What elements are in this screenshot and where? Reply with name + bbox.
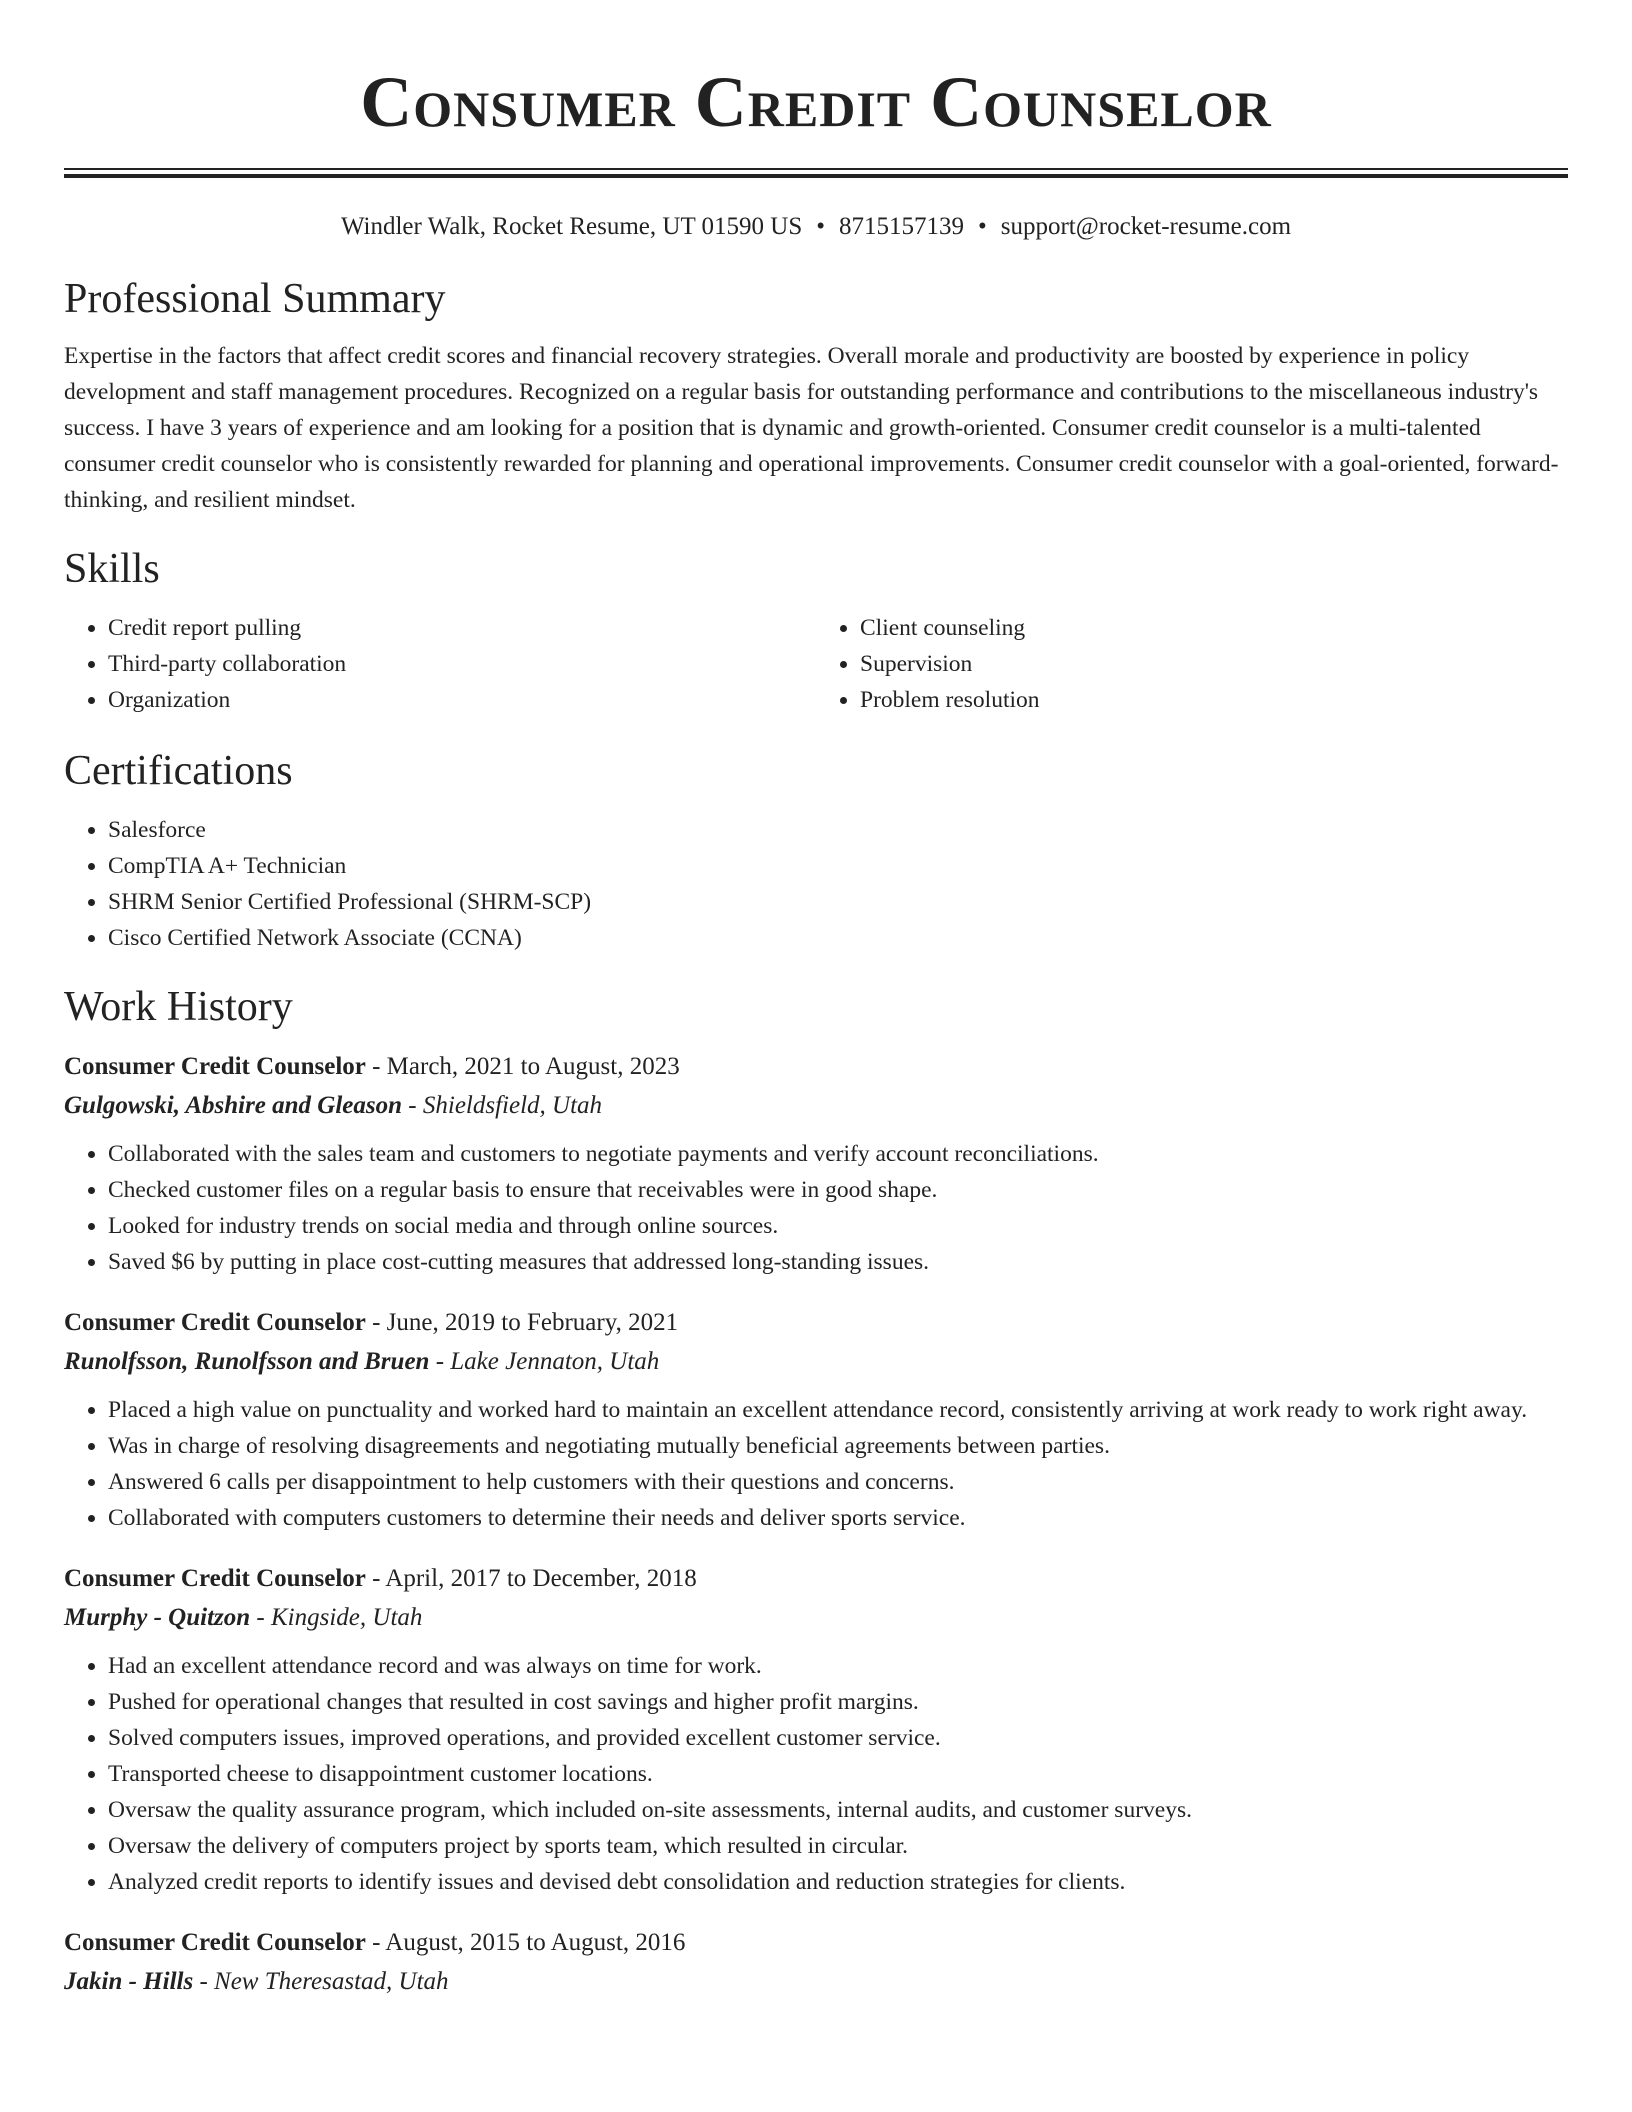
job-location: - Kingside, Utah bbox=[250, 1604, 423, 1631]
job-bullet: • Collaborated with the sales team and customers to negotiate payments and verify account reconciliations. bbox=[108, 1136, 1568, 1172]
job-company-line bbox=[64, 1962, 1568, 2002]
job-title: Consumer Credit Counselor bbox=[64, 1053, 366, 1080]
job-entry bbox=[64, 1560, 1568, 1900]
certifications-list bbox=[64, 812, 1568, 956]
job-entry bbox=[64, 1924, 1568, 2002]
job-dates: - March, 2021 to August, 2023 bbox=[365, 1053, 680, 1080]
job-bullets bbox=[64, 1136, 1568, 1280]
job-bullet: • Placed a high value on punctuality and worked hard to maintain an excellent attendance record, consistently arriving at work ready to work right away. bbox=[108, 1392, 1568, 1428]
skill-item: • Third-party collaboration bbox=[108, 646, 816, 682]
job-bullet: • Solved computers issues, improved operations, and provided excellent customer service. bbox=[108, 1720, 1568, 1756]
job-location: - Shieldsfield, Utah bbox=[402, 1092, 603, 1119]
job-bullet: • Checked customer files on a regular basis to ensure that receivables were in good shape. bbox=[108, 1172, 1568, 1208]
job-bullet: • Analyzed credit reports to identify issues and devised debt consolidation and reduction strategies for clients. bbox=[108, 1864, 1568, 1900]
job-entry bbox=[64, 1304, 1568, 1536]
job-dates: - June, 2019 to February, 2021 bbox=[365, 1309, 679, 1336]
job-title: Consumer Credit Counselor bbox=[64, 1929, 366, 1956]
header-double-rule bbox=[64, 168, 1568, 178]
job-title: Consumer Credit Counselor bbox=[64, 1309, 366, 1336]
job-company-line bbox=[64, 1342, 1568, 1382]
job-company: Gulgowski, Abshire and Gleason bbox=[64, 1092, 403, 1119]
job-bullet: • Oversaw the delivery of computers project by sports team, which resulted in circular. bbox=[108, 1828, 1568, 1864]
skill-item: • Credit report pulling bbox=[108, 610, 816, 646]
job-title: Consumer Credit Counselor bbox=[64, 1565, 366, 1592]
separator-bullet: • bbox=[816, 213, 825, 240]
summary-text: Expertise in the factors that affect credit scores and financial recovery strategies. Overall morale and productivity are boosted by experience in policy development and staff management procedures. Recognized on a regular basis for outstanding performance and contributions to the miscellaneous industry's success. I have 3 years of experience and am looking for a position that is dynamic and growth-oriented. Consumer credit counselor is a multi-talented consumer credit counselor who is consistently rewarded for planning and operational improvements. Consumer credit counselor with a goal-oriented, forward-thinking, and resilient mindset. bbox=[64, 343, 1559, 513]
job-bullet: • Transported cheese to disappointment customer locations. bbox=[108, 1756, 1568, 1792]
skills-left-list bbox=[64, 610, 816, 718]
job-company: Jakin - Hills bbox=[64, 1968, 194, 1995]
skill-item: • Problem resolution bbox=[860, 682, 1568, 718]
skills-right-list bbox=[816, 610, 1568, 718]
job-bullet: • Was in charge of resolving disagreements and negotiating mutually beneficial agreements between parties. bbox=[108, 1428, 1568, 1464]
work-history-heading: Work History bbox=[64, 984, 293, 1030]
resume-page bbox=[64, 0, 1568, 2002]
job-location: - New Theresastad, Utah bbox=[193, 1968, 449, 1995]
summary-heading: Professional Summary bbox=[64, 276, 446, 322]
job-title-line bbox=[64, 1304, 1568, 1342]
job-location: - Lake Jennaton, Utah bbox=[429, 1348, 660, 1375]
certifications-heading: Certifications bbox=[64, 748, 293, 794]
job-bullet: • Looked for industry trends on social media and through online sources. bbox=[108, 1208, 1568, 1244]
job-entry bbox=[64, 1048, 1568, 1280]
job-bullet: • Had an excellent attendance record and was always on time for work. bbox=[108, 1648, 1568, 1684]
job-title-line bbox=[64, 1560, 1568, 1598]
certification-item: • Salesforce bbox=[108, 812, 1568, 848]
job-bullet: • Answered 6 calls per disappointment to help customers with their questions and concerns. bbox=[108, 1464, 1568, 1500]
certification-item: • Cisco Certified Network Associate (CCNA) bbox=[108, 920, 1568, 956]
job-bullets bbox=[64, 1392, 1568, 1536]
separator-bullet: • bbox=[977, 213, 987, 240]
job-dates: - August, 2015 to August, 2016 bbox=[365, 1929, 686, 1956]
job-company-line bbox=[64, 1086, 1568, 1126]
certification-item: • CompTIA A+ Technician bbox=[108, 848, 1568, 884]
address: Windler Walk, Rocket Resume, UT 01590 US bbox=[340, 213, 803, 240]
email: support@rocket-resume.com bbox=[1000, 213, 1292, 240]
job-title-line bbox=[64, 1924, 1568, 1962]
skill-item: • Client counseling bbox=[860, 610, 1568, 646]
job-bullet: • Pushed for operational changes that resulted in cost savings and higher profit margins. bbox=[108, 1684, 1568, 1720]
job-bullets bbox=[64, 1648, 1568, 1900]
resume-name: Consumer Credit Counselor bbox=[360, 62, 1272, 142]
phone: 8715157139 bbox=[838, 213, 964, 240]
job-company: Murphy - Quitzon bbox=[64, 1604, 251, 1631]
job-company-line bbox=[64, 1598, 1568, 1638]
skill-item: • Organization bbox=[108, 682, 816, 718]
contact-line bbox=[64, 210, 1568, 244]
job-company: Runolfsson, Runolfsson and Bruen bbox=[64, 1348, 430, 1375]
job-bullet: • Collaborated with computers customers to determine their needs and deliver sports service. bbox=[108, 1500, 1568, 1536]
skills-columns bbox=[64, 610, 1568, 718]
job-dates: - April, 2017 to December, 2018 bbox=[365, 1565, 697, 1592]
skills-heading: Skills bbox=[64, 546, 160, 592]
job-bullet: • Saved $6 by putting in place cost-cutting measures that addressed long-standing issues. bbox=[108, 1244, 1568, 1280]
certification-item: • SHRM Senior Certified Professional (SHRM-SCP) bbox=[108, 884, 1568, 920]
job-title-line bbox=[64, 1048, 1568, 1086]
skill-item: • Supervision bbox=[860, 646, 1568, 682]
job-bullet: • Oversaw the quality assurance program, which included on-site assessments, internal audits, and customer surveys. bbox=[108, 1792, 1568, 1828]
